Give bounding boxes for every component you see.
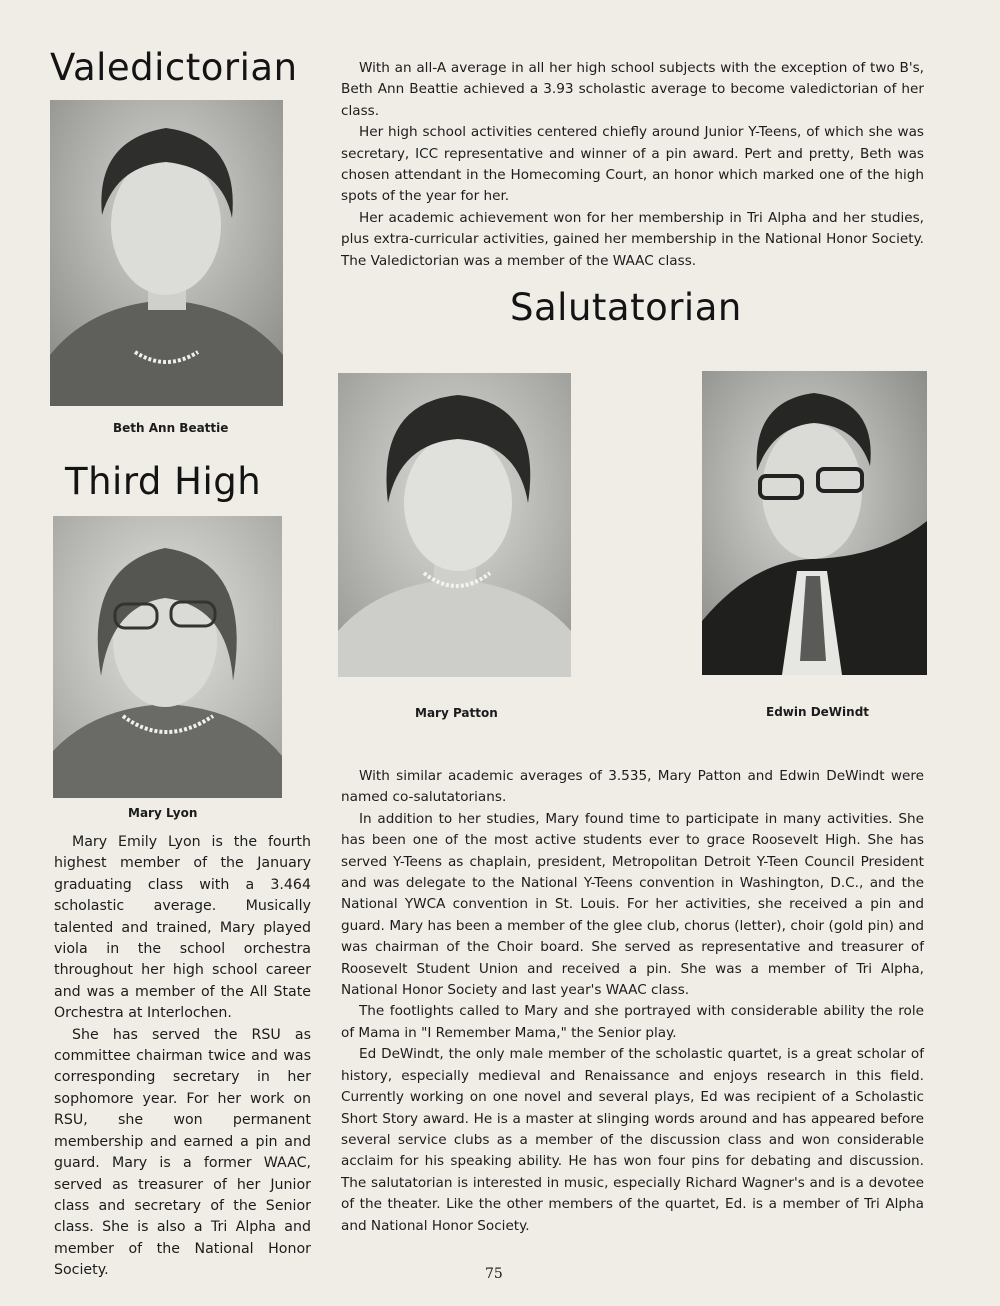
mary-patton-caption: Mary Patton (415, 706, 498, 720)
paragraph: With similar academic averages of 3.535, Mary Patton and Edwin DeWindt were named co-salutatorians. (341, 768, 924, 806)
mary-patton-photo (338, 373, 571, 677)
paragraph: The footlights called to Mary and she portrayed with considerable ability the role of Mama in "I Remember Mama," the Senior play. (341, 1003, 924, 1041)
third-high-text (54, 832, 311, 1282)
third-high-heading: Third High (65, 460, 262, 503)
beth-ann-beattie-photo (50, 100, 283, 406)
edwin-dewindt-caption: Edwin DeWindt (766, 705, 870, 719)
mary-lyon-caption: Mary Lyon (128, 806, 198, 820)
page-number: 75 (485, 1266, 503, 1282)
paragraph: In addition to her studies, Mary found time to participate in many activities. She has been one of the most active students ever to grace Roosevelt High. She has served Y-Teens as chaplain, president, Metropolitan Detroit Y-Teen Council President and was delegate to the National Y-Teens convention in Washington, D.C., and the National YWCA convention in St. Louis. For her activities, she received a pin and guard. Mary has been a member of the glee club, chorus (letter), choir (gold pin) and was chairman of the Choir board. She served as representative and treasurer of Roosevelt Student Union and received a pin. She was a member of Tri Alpha, National Honor Society and last year's WAAC class. (341, 810, 924, 999)
mary-lyon-photo (53, 516, 282, 798)
paragraph: Ed DeWindt, the only male member of the scholastic quartet, is a great scholar of history, especially medieval and Renaissance and enjoys research in this field. Currently working on one novel and several plays, Ed was recipient of a Scholastic Short Story award. He is a master at slinging words around and has appeared before several service clubs as a member of the discussion class and won considerable acclaim for his speaking ability. He has won four pins for debating and discussion. The salutatorian is interested in music, especially Richard Wagner's and is a devotee of the theater. Like the other members of the quartet, Ed. is a member of Tri Alpha and National Honor Society. (341, 1046, 924, 1234)
salutatorian-text (341, 766, 924, 1237)
paragraph: She has served the RSU as committee chairman twice and was corresponding secretary in her sophomore year. For her work on RSU, she won permanent membership and earned a pin and guard. Mary is a former WAAC, served as treasurer of her Junior class and secretary of the Senior class. She is also a Tri Alpha and member of the National Honor Society. (54, 1026, 311, 1279)
beth-ann-beattie-caption: Beth Ann Beattie (113, 421, 229, 435)
paragraph: Her high school activities centered chiefly around Junior Y-Teens, of which she was secretary, ICC representative and winner of a pin award. Pert and pretty, Beth was chosen attendant in the Homecoming Court, an honor which marked one of the high spots of the year for her. (341, 124, 924, 205)
paragraph: With an all-A average in all her high school subjects with the exception of two B's, Beth Ann Beattie achieved a 3.93 scholastic average to become valedictorian of her class. (341, 60, 924, 119)
valedictorian-text (341, 58, 924, 272)
salutatorian-heading: Salutatorian (510, 286, 742, 329)
edwin-dewindt-photo (702, 371, 927, 675)
paragraph: Mary Emily Lyon is the fourth highest member of the January graduating class with a 3.464 scholastic average. Musically talented and trained, Mary played viola in the school orchestra throughout her high school career and was a member of the All State Orchestra at Interlochen. (54, 834, 311, 1022)
paragraph: Her academic achievement won for her membership in Tri Alpha and her studies, plus extra-curricular activities, gained her membership in the National Honor Society. The Valedictorian was a member of the WAAC class. (341, 209, 924, 269)
valedictorian-heading: Valedictorian (50, 46, 298, 89)
